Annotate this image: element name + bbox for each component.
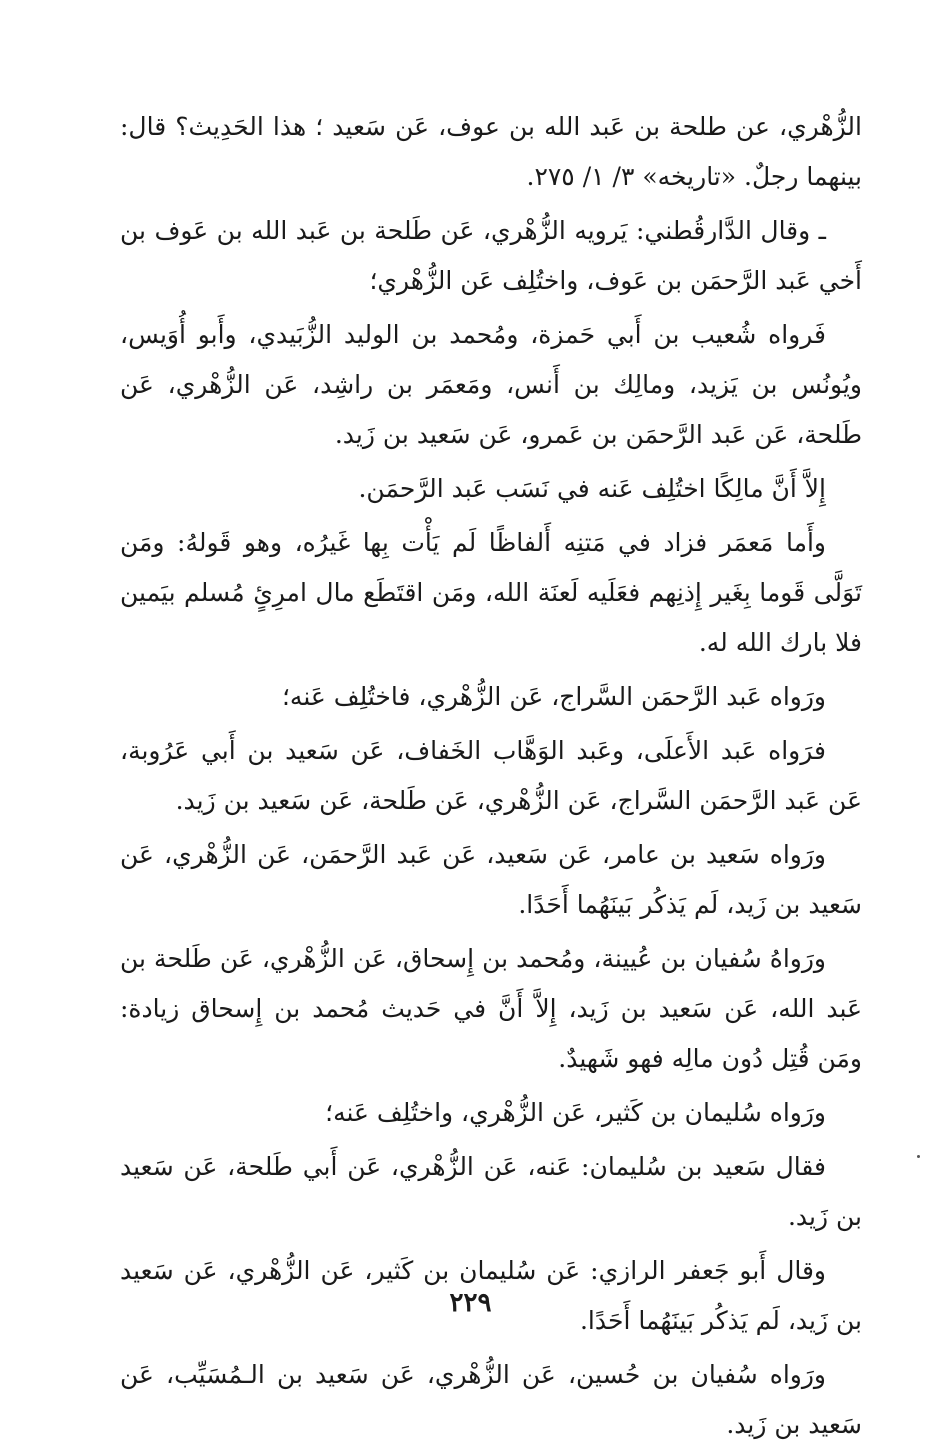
paragraph-8: ورَواه سَعيد بن عامر، عَن سَعيد، عَن عَبد الرَّحمَن، عَن الزُّهْري، عَن سَعيد بن زَيد، لَم يَذكُر بَينَهُما أَحَدًا.: [120, 840, 862, 919]
paragraph-6: ورَواه عَبد الرَّحمَن السَّراج، عَن الزُّهْري، فاختُلِف عَنه؛: [281, 682, 826, 711]
paragraph-11: فقال سَعيد بن سُليمان: عَنه، عَن الزُّهْري، عَن أَبي طَلحة، عَن سَعيد بن زَيد.: [120, 1152, 862, 1231]
paragraph-4: إِلاَّ أَنَّ مالِكًا اختُلِف عَنه في نَسَب عَبد الرَّحمَن.: [358, 474, 826, 503]
paragraph-10: ورَواه سُليمان بن كَثير، عَن الزُّهْري، واختُلِف عَنه؛: [325, 1098, 826, 1127]
paragraph-2: ـ وقال الدَّارقُطني: يَرويه الزُّهْري، عَن طَلحة بن عَبد الله بن عَوف بن أَخي عَبد الرَّحمَن بن عَوف، واختُلِف عَن الزُّهْري؛: [120, 216, 862, 295]
body-text: [120, 102, 862, 1454]
paragraph-1: الزُّهْري، عن طلحة بن عَبد الله بن عوف، عَن سَعيد ؛ هذا الحَدِيث؟ قال: بينهما رجلٌ. «تاريخه» ٣/ ١/ ٢٧٥.: [120, 112, 862, 191]
paragraph-13: ورَواه سُفيان بن حُسين، عَن الزُّهْري، عَن سَعيد بن الـمُسَيِّب، عَن سَعيد بن زَيد.: [120, 1360, 862, 1439]
paragraph-3: فَرواه شُعيب بن أَبي حَمزة، ومُحمد بن الوليد الزُّبَيدي، وأَبو أُوَيس، ويُونُس بن يَزيد، ومالِك بن أَنس، ومَعمَر بن راشِد، عَن الزُّهْري، عَن طَلحة، عَن عَبد الرَّحمَن بن عَمرو، عَن سَعيد بن زَيد.: [120, 320, 862, 449]
page-number: ٢٢٩: [449, 1288, 492, 1318]
paragraph-12: وقال أَبو جَعفر الرازي: عَن سُليمان بن كَثير، عَن الزُّهْري، عَن سَعيد بن زَيد، لَم يَذكُر بَينَهُما أَحَدًا.: [120, 1256, 862, 1335]
paragraph-7: فرَواه عَبد الأَعلَى، وعَبد الوَهَّاب الخَفاف، عَن سَعيد بن أَبي عَرُوبة، عَن عَبد الرَّحمَن السَّراج، عَن الزُّهْري، عَن طَلحة، عَن سَعيد بن زَيد.: [120, 736, 862, 815]
paragraph-5: وأَما مَعمَر فزاد في مَتنِه أَلفاظًا لَم يَأْت بِها غَيرُه، وهو قَولهُ: ومَن تَوَلَّى قَوما بِغَير إِذنِهم فعَلَيه لَعنَة الله، ومَن اقتَطَع مال امرِئٍ مُسلم بيَمين فلا بارك الله له.: [120, 528, 862, 657]
scan-speck: [917, 1155, 920, 1158]
paragraph-9: ورَواهُ سُفيان بن عُيينة، ومُحمد بن إِسحاق، عَن الزُّهْري، عَن طَلحة بن عَبد الله، عَن سَعيد بن زَيد، إِلاَّ أَنَّ في حَديث مُحمد بن إِسحاق زيادة: ومَن قُتِل دُون مالِه فهو شَهيدٌ.: [120, 944, 862, 1073]
